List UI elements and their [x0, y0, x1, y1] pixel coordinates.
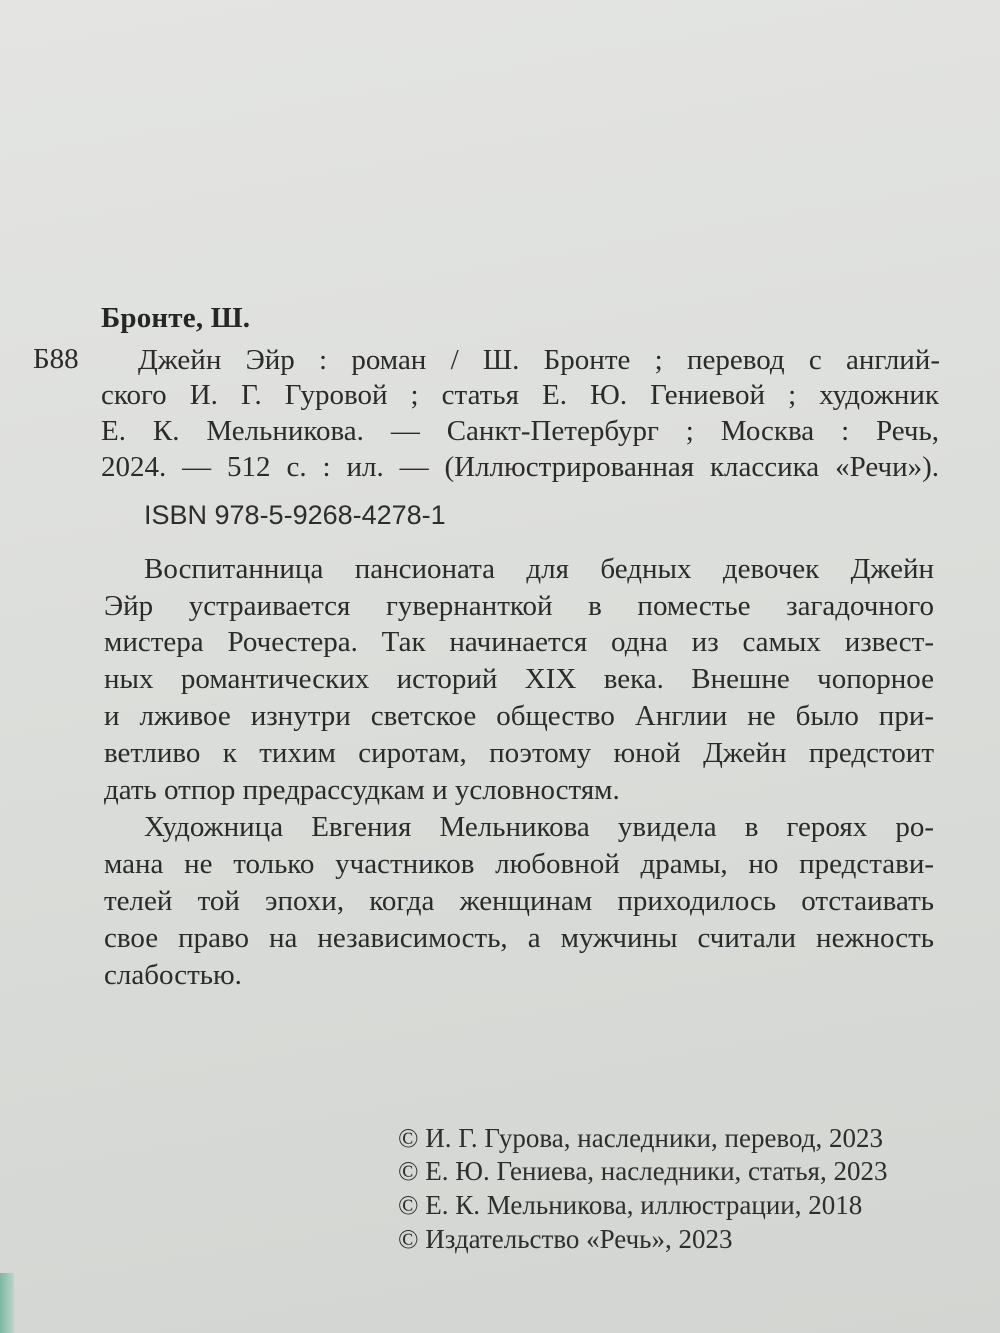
annotation-line: ных романтических историй XIX века. Внешне чопорное — [104, 663, 934, 695]
copyright-line: © Издательство «Речь», 2023 — [398, 1224, 733, 1254]
copyright-line: © И. Г. Гурова, наследники, перевод, 2023 — [398, 1123, 883, 1153]
isbn-number: ISBN 978-5-9268-4278-1 — [144, 500, 446, 530]
annotation-line: Воспитанница пансионата для бедных девочек Джейн — [144, 553, 934, 585]
annotation-line: и лживое изнутри светское общество Англии не было при- — [104, 700, 934, 732]
library-call-code: Б88 — [33, 343, 79, 375]
copyright-line: © Е. К. Мельникова, иллюстрации, 2018 — [398, 1190, 863, 1220]
annotation-line: Художница Евгения Мельникова увидела в героях ро- — [144, 811, 934, 843]
annotation-line: Эйр устраивается гувернанткой в поместье загадочного — [104, 590, 934, 622]
annotation-line: дать отпор предрассудкам и условностям. — [104, 774, 620, 806]
bibliographic-line: Джейн Эйр : роман / Ш. Бронте ; перевод с англий- — [138, 344, 940, 376]
annotation-line: слабостью. — [104, 959, 242, 991]
bibliographic-line: Е. К. Мельникова. — Санкт-Петербург ; Москва : Речь, — [101, 415, 939, 447]
bibliographic-line: 2024. — 512 с. : ил. — (Иллюстрированная классика «Речи»). — [101, 451, 939, 483]
annotation-line: ветливо к тихим сиротам, поэтому юной Джейн предстоит — [104, 737, 934, 769]
bibliographic-line: ского И. Г. Гуровой ; статья Е. Ю. Гениевой ; художник — [101, 379, 939, 411]
author-heading: Бронте, Ш. — [101, 302, 251, 334]
annotation-line: телей той эпохи, когда женщинам приходилось отстаивать — [104, 885, 934, 917]
annotation-line: мана не только участников любовной драмы, но представи- — [104, 848, 934, 880]
page-edge-decoration — [0, 1273, 14, 1333]
annotation-line: свое право на независимость, а мужчины считали нежность — [104, 922, 934, 954]
annotation-line: мистера Рочестера. Так начинается одна из самых извест- — [104, 626, 934, 658]
copyright-line: © Е. Ю. Гениева, наследники, статья, 2023 — [398, 1156, 888, 1186]
